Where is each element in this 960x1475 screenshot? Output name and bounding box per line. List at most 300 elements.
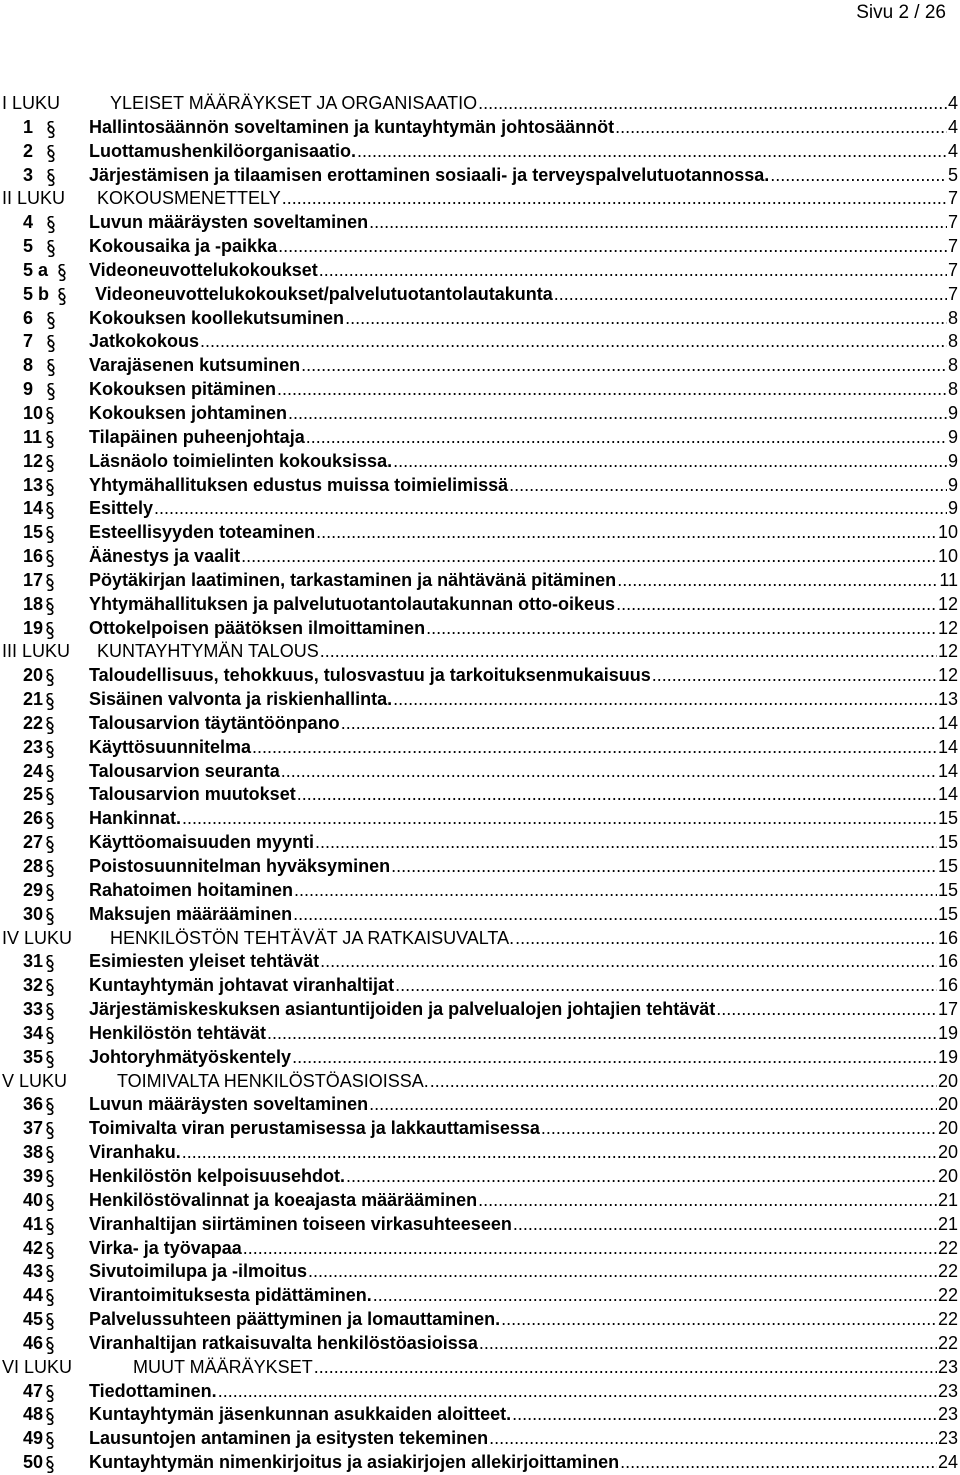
toc-page-number: 7 — [947, 236, 958, 257]
toc-entry-line — [89, 712, 958, 736]
dot-leader — [292, 1046, 937, 1070]
toc-title: HENKILÖSTÖN TEHTÄVÄT JA RATKAISUVALTA. — [110, 927, 515, 948]
toc-number: 8 — [23, 355, 34, 376]
dot-leader — [288, 402, 947, 426]
toc-section-row[interactable] — [0, 545, 958, 569]
toc-title: Henkilöstön kelpoisuusehdot. — [89, 1165, 346, 1186]
toc-page-number: 12 — [937, 665, 958, 686]
toc-entry-line — [89, 426, 958, 450]
section-sign-icon — [45, 955, 55, 972]
toc-number: 16 — [23, 546, 44, 567]
toc-chapter-row[interactable] — [0, 187, 958, 211]
section-sign-icon — [46, 359, 56, 376]
toc-page-number: 14 — [937, 760, 958, 781]
toc-number: 43 — [23, 1261, 44, 1282]
toc-section-row[interactable] — [0, 1046, 958, 1070]
toc-title: Kuntayhtymän jäsenkunnan asukkaiden aloitteet. — [89, 1404, 512, 1425]
dot-leader — [308, 1260, 937, 1284]
toc-number: 32 — [23, 975, 44, 996]
section-sign-icon — [45, 1194, 55, 1211]
section-sign-icon — [45, 1337, 55, 1354]
toc-page-number: 23 — [937, 1404, 958, 1425]
toc-chapter-row[interactable] — [0, 927, 958, 951]
dot-leader — [478, 1189, 937, 1213]
toc-title: Kokouksen johtaminen — [89, 402, 288, 423]
dot-leader — [301, 354, 947, 378]
section-sign-icon — [45, 622, 55, 639]
toc-entry-line — [89, 450, 958, 474]
toc-number: 29 — [23, 879, 44, 900]
toc-section-row[interactable] — [0, 760, 958, 784]
toc-chapter-row[interactable] — [0, 1356, 958, 1380]
toc-page-number: 9 — [947, 450, 958, 471]
toc-page-number: 12 — [937, 617, 958, 638]
dot-leader — [652, 664, 937, 688]
dot-leader — [345, 307, 947, 331]
toc-page-number: 14 — [937, 712, 958, 733]
toc-title: Talousarvion muutokset — [89, 784, 296, 805]
toc-page-number: 4 — [947, 140, 958, 161]
toc-number: 24 — [23, 760, 44, 781]
toc-number: 20 — [23, 665, 44, 686]
toc-entry-line — [89, 974, 958, 998]
toc-number: 1 — [23, 116, 34, 137]
toc-section-row[interactable] — [0, 950, 958, 974]
toc-entry-line — [97, 640, 958, 664]
dot-leader — [430, 1070, 937, 1094]
toc-entry-line — [89, 617, 958, 641]
toc-entry-line — [133, 1356, 958, 1380]
dot-leader — [316, 521, 937, 545]
section-sign-icon — [45, 836, 55, 853]
toc-section-row[interactable] — [0, 1237, 958, 1261]
toc-title: Järjestämisen ja tilaamisen erottaminen sosiaali- ja terveyspalvelutuotannossa. — [89, 164, 770, 185]
toc-entry-line — [89, 807, 958, 831]
toc-entry-line — [89, 1380, 958, 1404]
toc-entry-line — [89, 831, 958, 855]
toc-section-row[interactable] — [0, 164, 958, 188]
toc-title: Videoneuvottelukokoukset — [89, 259, 318, 280]
toc-page-number: 22 — [937, 1285, 958, 1306]
toc-section-row[interactable] — [0, 1427, 958, 1451]
toc-number: 50 — [23, 1452, 44, 1473]
toc-page-number: 12 — [937, 593, 958, 614]
toc-section-row[interactable] — [0, 688, 958, 712]
dot-leader — [616, 593, 937, 617]
dot-leader — [373, 1284, 937, 1308]
toc-entry-line — [89, 521, 958, 545]
toc-section-row[interactable] — [0, 617, 958, 641]
dot-leader — [357, 140, 947, 164]
toc-page-number: 9 — [947, 426, 958, 447]
toc-section-row[interactable] — [0, 879, 958, 903]
toc-section-row[interactable] — [0, 831, 958, 855]
toc-section-row[interactable] — [0, 712, 958, 736]
toc-section-row[interactable] — [0, 378, 958, 402]
toc-title: Maksujen määrääminen — [89, 903, 293, 924]
toc-section-row[interactable] — [0, 974, 958, 998]
toc-title: Kuntayhtymän nimenkirjoitus ja asiakirjojen allekirjoittaminen — [89, 1452, 620, 1473]
toc-page-number: 21 — [937, 1213, 958, 1234]
dot-leader — [615, 116, 947, 140]
section-sign-icon — [45, 598, 55, 615]
toc-page-number: 14 — [937, 736, 958, 757]
dot-leader — [200, 330, 947, 354]
toc-title: Yhtymähallituksen ja palvelutuotantolautakunnan otto-oikeus — [89, 593, 616, 614]
toc-entry-line — [89, 569, 958, 593]
toc-section-row[interactable] — [0, 402, 958, 426]
section-sign-icon — [57, 264, 67, 281]
section-sign-icon — [45, 1289, 55, 1306]
toc-entry-line — [89, 593, 958, 617]
toc-section-row[interactable] — [0, 354, 958, 378]
toc-entry-line — [89, 1308, 958, 1332]
toc-section-row[interactable] — [0, 521, 958, 545]
toc-section-row[interactable] — [0, 1213, 958, 1237]
dot-leader — [479, 1332, 937, 1356]
toc-number: 4 — [23, 212, 34, 233]
toc-title: Viranhaltijan ratkaisuvalta henkilöstöasioissa — [89, 1332, 478, 1353]
toc-section-row[interactable] — [0, 736, 958, 760]
toc-entry-line — [89, 736, 958, 760]
toc-title: Sivutoimilupa ja -ilmoitus — [89, 1261, 308, 1282]
toc-section-row[interactable] — [0, 1141, 958, 1165]
toc-entry-line — [89, 950, 958, 974]
dot-leader — [218, 1380, 937, 1404]
toc-number: 19 — [23, 617, 44, 638]
toc-section-row[interactable] — [0, 1284, 958, 1308]
toc-entry-line — [89, 1403, 958, 1427]
toc-entry-line — [89, 474, 958, 498]
section-sign-icon — [45, 1313, 55, 1330]
toc-section-row[interactable] — [0, 998, 958, 1022]
toc-section-row[interactable] — [0, 1380, 958, 1404]
toc-entry-line — [89, 140, 958, 164]
toc-section-row[interactable] — [0, 569, 958, 593]
toc-entry-line — [89, 903, 958, 927]
toc-section-row[interactable] — [0, 1022, 958, 1046]
section-sign-icon — [45, 1265, 55, 1282]
toc-section-row[interactable] — [0, 1403, 958, 1427]
toc-section-row[interactable] — [0, 593, 958, 617]
toc-entry-line — [89, 1284, 958, 1308]
section-sign-icon — [45, 693, 55, 710]
dot-leader — [369, 1093, 937, 1117]
toc-number: 34 — [23, 1022, 44, 1043]
toc-number: 39 — [23, 1165, 44, 1186]
toc-entry-line — [89, 1213, 958, 1237]
toc-number: V LUKU — [2, 1070, 68, 1091]
toc-page-number: 7 — [947, 259, 958, 280]
toc-number: 47 — [23, 1380, 44, 1401]
toc-title: Viranhaltijan siirtäminen toiseen virkasuhteeseen — [89, 1213, 512, 1234]
dot-leader — [315, 831, 937, 855]
toc-page-number: 8 — [947, 307, 958, 328]
toc-number: 2 — [23, 140, 34, 161]
section-sign-icon — [45, 908, 55, 925]
toc-title: Jatkokokous — [89, 331, 200, 352]
dot-leader — [314, 1356, 937, 1380]
section-sign-icon — [46, 383, 56, 400]
toc-page-number: 20 — [937, 1070, 958, 1091]
toc-title: Kokousaika ja -paikka — [89, 236, 278, 257]
toc-section-row[interactable] — [0, 807, 958, 831]
toc-number: 28 — [23, 856, 44, 876]
toc-section-row[interactable] — [0, 1189, 958, 1213]
toc-title: Sisäinen valvonta ja riskienhallinta. — [89, 689, 393, 710]
toc-section-row[interactable] — [0, 1117, 958, 1141]
dot-leader — [293, 903, 937, 927]
toc-number: 42 — [23, 1237, 44, 1258]
dot-leader — [182, 1141, 937, 1165]
toc-entry-line — [89, 164, 958, 188]
toc-title: Rahatoimen hoitaminen — [89, 879, 294, 900]
toc-section-row[interactable] — [0, 307, 958, 331]
section-sign-icon — [45, 765, 55, 782]
toc-title: Esimiesten yleiset tehtävät — [89, 951, 320, 972]
table-of-contents — [0, 92, 958, 1475]
dot-leader — [617, 569, 938, 593]
toc-number: 5 b — [23, 283, 50, 304]
toc-section-row[interactable] — [0, 497, 958, 521]
dot-leader — [346, 1165, 937, 1189]
toc-title: Poistosuunnitelman hyväksyminen — [89, 856, 391, 876]
toc-title: Taloudellisuus, tehokkuus, tulosvastuu ja tarkoituksenmukaisuus — [89, 665, 651, 686]
dot-leader — [716, 998, 937, 1022]
section-sign-icon — [45, 1456, 55, 1473]
toc-title: Viranhaku. — [89, 1142, 181, 1163]
dot-leader — [395, 974, 937, 998]
toc-section-row[interactable] — [0, 140, 958, 164]
toc-title: Hankinnat. — [89, 808, 182, 829]
toc-number: IV LUKU — [2, 927, 73, 948]
toc-page-number: 23 — [937, 1356, 958, 1377]
toc-page-number: 7 — [947, 212, 958, 233]
toc-title: Toimivalta viran perustamisessa ja lakkauttamisessa — [89, 1118, 540, 1139]
toc-number: 31 — [23, 951, 44, 972]
section-sign-icon — [45, 1242, 55, 1259]
toc-page-number: 23 — [937, 1380, 958, 1401]
toc-entry-line — [89, 235, 958, 259]
section-sign-icon — [45, 1218, 55, 1235]
section-sign-icon — [45, 1146, 55, 1163]
dot-leader — [281, 760, 937, 784]
toc-number: II LUKU — [2, 188, 66, 209]
section-sign-icon — [46, 121, 56, 138]
toc-page-number: 10 — [937, 546, 958, 567]
dot-leader — [501, 1308, 937, 1332]
dot-leader — [319, 259, 947, 283]
toc-entry-line — [89, 116, 958, 140]
toc-title: Tiedottaminen. — [89, 1380, 217, 1401]
toc-page-number: 15 — [937, 856, 958, 876]
dot-leader — [393, 688, 937, 712]
toc-page-number: 15 — [937, 832, 958, 853]
toc-number: 12 — [23, 450, 44, 471]
toc-title: Luvun määräysten soveltaminen — [89, 212, 369, 233]
toc-chapter-row[interactable] — [0, 1070, 958, 1094]
toc-entry-line — [89, 1093, 958, 1117]
toc-title: Henkilöstön tehtävät — [89, 1022, 267, 1043]
toc-section-row[interactable] — [0, 450, 958, 474]
toc-number: 40 — [23, 1189, 44, 1210]
toc-number: III LUKU — [2, 641, 71, 662]
page-number-label: Sivu 2 / 26 — [856, 2, 946, 23]
dot-leader — [320, 950, 937, 974]
toc-entry-line — [89, 1046, 958, 1070]
section-sign-icon — [45, 1098, 55, 1115]
toc-page-number: 16 — [937, 927, 958, 948]
toc-entry-line — [117, 1070, 958, 1094]
toc-title: Ottokelpoisen päätöksen ilmoittaminen — [89, 617, 426, 638]
section-sign-icon — [57, 288, 67, 305]
dot-leader — [620, 1451, 937, 1475]
toc-number: 48 — [23, 1404, 44, 1425]
toc-title: Kokouksen koollekutsuminen — [89, 307, 345, 328]
section-sign-icon — [45, 669, 55, 686]
toc-number: 25 — [23, 784, 44, 805]
toc-section-row[interactable] — [0, 235, 958, 259]
dot-leader — [393, 450, 947, 474]
toc-section-row[interactable] — [0, 664, 958, 688]
toc-number: 7 — [23, 331, 34, 352]
toc-number: 26 — [23, 808, 44, 829]
toc-page-number: 14 — [937, 784, 958, 805]
dot-leader — [554, 283, 947, 307]
toc-title: Varajäsenen kutsuminen — [89, 355, 301, 376]
toc-section-row[interactable] — [0, 1332, 958, 1356]
toc-entry-line — [89, 1427, 958, 1451]
toc-title: KUNTAYHTYMÄN TALOUS — [97, 641, 319, 662]
toc-page-number: 5 — [947, 164, 958, 185]
toc-title: TOIMIVALTA HENKILÖSTÖASIOISSA. — [117, 1070, 429, 1091]
toc-page-number: 15 — [937, 903, 958, 924]
toc-page-number: 19 — [937, 1046, 958, 1067]
toc-number: 23 — [23, 736, 44, 757]
toc-page-number: 4 — [947, 93, 958, 113]
toc-number: 37 — [23, 1118, 44, 1139]
toc-number: 36 — [23, 1094, 44, 1115]
toc-section-row[interactable] — [0, 1260, 958, 1284]
toc-chapter-row[interactable] — [0, 92, 958, 116]
toc-entry-line — [89, 879, 958, 903]
toc-entry-line — [89, 330, 958, 354]
section-sign-icon — [45, 407, 55, 424]
toc-title: Käyttöomaisuuden myynti — [89, 832, 315, 853]
dot-leader — [515, 927, 937, 951]
toc-page-number: 22 — [937, 1309, 958, 1330]
toc-entry-line — [89, 1165, 958, 1189]
toc-entry-line — [89, 545, 958, 569]
toc-section-row[interactable] — [0, 855, 958, 879]
toc-title: Luottamushenkilöorganisaatio. — [89, 140, 357, 161]
section-sign-icon — [45, 717, 55, 734]
toc-entry-line — [89, 998, 958, 1022]
section-sign-icon — [45, 1408, 55, 1425]
toc-entry-line — [110, 927, 958, 951]
toc-section-row[interactable] — [0, 116, 958, 140]
toc-entry-line — [89, 783, 958, 807]
section-sign-icon — [46, 216, 56, 233]
toc-entry-line — [89, 688, 958, 712]
toc-section-row[interactable] — [0, 1451, 958, 1475]
section-sign-icon — [45, 1003, 55, 1020]
toc-page-number: 8 — [947, 379, 958, 400]
dot-leader — [512, 1403, 937, 1427]
section-sign-icon — [45, 455, 55, 472]
toc-title: Äänestys ja vaalit — [89, 546, 241, 567]
toc-number: 14 — [23, 498, 44, 519]
dot-leader — [513, 1213, 937, 1237]
toc-title: Videoneuvottelukokoukset/palvelutuotantolautakunta — [95, 283, 553, 304]
toc-chapter-row[interactable] — [0, 640, 958, 664]
toc-section-row[interactable] — [0, 1093, 958, 1117]
toc-number: 15 — [23, 522, 44, 543]
toc-section-row[interactable] — [0, 1165, 958, 1189]
toc-page-number: 20 — [937, 1142, 958, 1163]
toc-page-number: 9 — [947, 498, 958, 519]
toc-entry-line — [89, 664, 958, 688]
dot-leader — [252, 736, 937, 760]
toc-number: 44 — [23, 1285, 44, 1306]
toc-entry-line — [89, 1022, 958, 1046]
toc-section-row[interactable] — [0, 426, 958, 450]
toc-title: Henkilöstövalinnat ja koeajasta määrääminen — [89, 1189, 478, 1210]
toc-number: 41 — [23, 1213, 44, 1234]
toc-number: 45 — [23, 1309, 44, 1330]
toc-title: MUUT MÄÄRÄYKSET — [133, 1356, 313, 1377]
section-sign-icon — [45, 502, 55, 519]
toc-entry-line — [89, 1260, 958, 1284]
toc-entry-line — [89, 497, 958, 521]
toc-page-number: 8 — [947, 331, 958, 352]
toc-page-number: 11 — [939, 569, 958, 590]
toc-section-row[interactable] — [0, 783, 958, 807]
section-sign-icon — [45, 788, 55, 805]
toc-number: VI LUKU — [2, 1356, 73, 1377]
section-sign-icon — [45, 979, 55, 996]
toc-page-number: 16 — [937, 975, 958, 996]
toc-entry-line — [97, 187, 958, 211]
toc-title: Virantoimituksesta pidättäminen. — [89, 1285, 372, 1306]
section-sign-icon — [46, 240, 56, 257]
toc-section-row[interactable] — [0, 1308, 958, 1332]
toc-number: 13 — [23, 474, 44, 495]
toc-number: 5 a — [23, 259, 49, 280]
toc-section-row[interactable] — [0, 474, 958, 498]
toc-title: YLEISET MÄÄRÄYKSET JA ORGANISAATIO — [110, 93, 478, 113]
dot-leader — [478, 92, 947, 116]
toc-section-row[interactable] — [0, 330, 958, 354]
toc-section-row[interactable] — [0, 259, 958, 283]
toc-page-number: 7 — [947, 283, 958, 304]
toc-page-number: 7 — [947, 188, 958, 209]
toc-section-row[interactable] — [0, 283, 958, 307]
toc-page-number: 20 — [937, 1094, 958, 1115]
toc-page-number: 22 — [937, 1237, 958, 1258]
toc-title: Hallintosäännön soveltaminen ja kuntayhtymän johtosäännöt — [89, 116, 615, 137]
toc-page-number: 23 — [937, 1428, 958, 1449]
dot-leader — [182, 807, 937, 831]
toc-number: 35 — [23, 1046, 44, 1067]
section-sign-icon — [45, 1170, 55, 1187]
toc-number: 22 — [23, 712, 44, 733]
toc-section-row[interactable] — [0, 903, 958, 927]
section-sign-icon — [45, 574, 55, 591]
toc-section-row[interactable] — [0, 211, 958, 235]
toc-title: Kokouksen pitäminen — [89, 379, 277, 400]
toc-number: 3 — [23, 164, 34, 185]
